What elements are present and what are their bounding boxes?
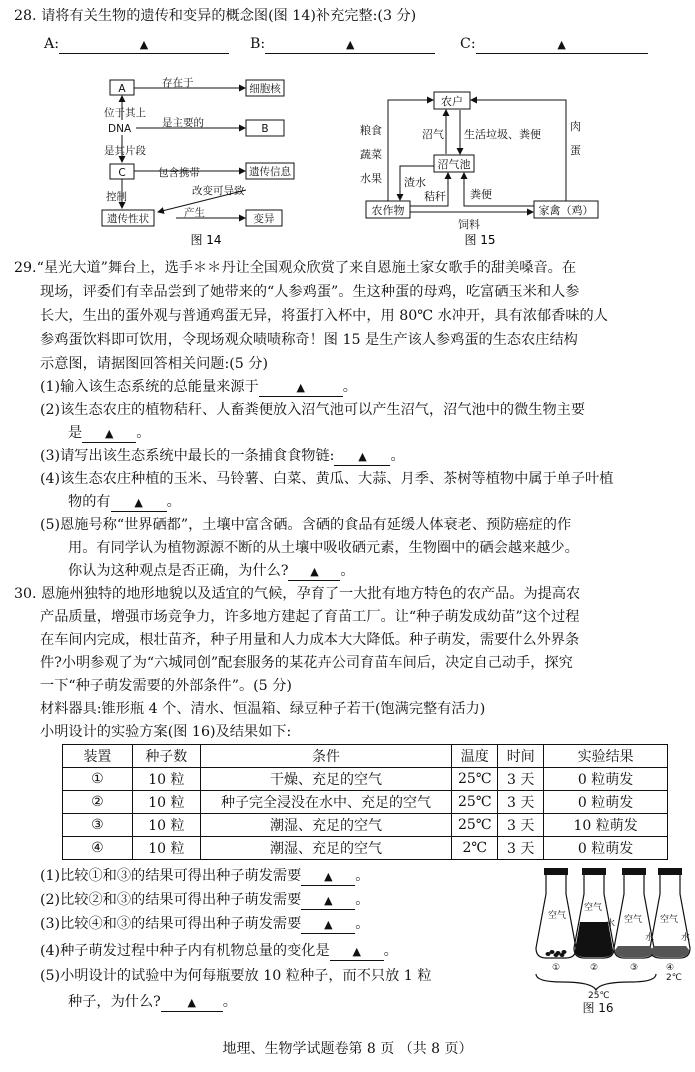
q30-sub-2: (2)比较②和③的结果可得出种子萌发需要 ▲ 。	[40, 892, 370, 908]
table-cell: 种子完全浸没在水中、充足的空气	[200, 791, 452, 814]
flask-2-water-label: 水	[606, 919, 616, 929]
q29-sub-5a: (5)恩施号称“世界硒都”，土壤中富含硒。含硒的食品有延缓人体衰老、预防癌症的作	[40, 517, 572, 533]
q30-blank-5[interactable]: ▲	[161, 994, 223, 1012]
table-cell: 10 粒	[132, 791, 200, 814]
table-header: 条件	[200, 745, 452, 768]
table-cell: 3 天	[498, 837, 544, 860]
q30-blank-2[interactable]: ▲	[301, 892, 355, 910]
flask-4-number: ④	[666, 963, 675, 973]
table-cell: ③	[63, 814, 133, 837]
label-manure: 粪便	[470, 188, 492, 201]
flask-4-air-label: 空气	[660, 915, 679, 925]
table-row	[63, 837, 668, 860]
q29-blank-5[interactable]: ▲	[288, 563, 340, 581]
table-cell: 潮湿、充足的空气	[200, 814, 452, 837]
table-cell: 0 粒萌发	[544, 768, 668, 791]
table-cell: 10 粒	[132, 814, 200, 837]
q29-sub-5c: 你认为这种观点是否正确，为什么? ▲ 。	[68, 563, 355, 579]
q29-stem-line-2: 现场，评委们有幸品尝到了她带来的“人参鸡蛋”。生这种蛋的母鸡，吃富硒玉米和人参	[40, 284, 580, 300]
flask-3-water-label: 水	[645, 933, 655, 943]
experiment-table	[62, 744, 668, 860]
flask-4-water-label: 水	[681, 933, 691, 943]
table-cell: 干燥、充足的空气	[200, 768, 452, 791]
edge-change: 改变可导致	[192, 185, 245, 197]
q29-sub-4b: 物的有 ▲ 。	[68, 494, 181, 510]
label-food2: 蔬菜	[360, 148, 382, 161]
figure-16-flasks	[532, 866, 694, 1016]
label-straw: 秸秆	[424, 190, 446, 203]
edge-is-fragment: 是其片段	[104, 145, 146, 157]
label-residue: 渣水	[404, 176, 426, 189]
q28-option-a: A: ▲	[44, 34, 229, 54]
table-cell: ②	[63, 791, 133, 814]
q30-stem-line-1: 30. 恩施州独特的地形地貌以及适宜的气候，孕育了一大批有地方特色的农产品。为提高农	[14, 586, 581, 602]
table-header: 装置	[63, 745, 133, 768]
q30-sub-3: (3)比较④和③的结果可得出种子萌发需要 ▲ 。	[40, 916, 370, 932]
node-variation: 变异	[253, 213, 275, 225]
table-cell: 3 天	[498, 768, 544, 791]
q30-sub-1: (1)比较①和③的结果可得出种子萌发需要 ▲ 。	[40, 868, 370, 884]
node-farmer: 农户	[441, 95, 463, 108]
flask-3-air-label: 空气	[624, 915, 643, 925]
flask-2-number: ②	[590, 963, 599, 973]
edge-main: 是主要的	[162, 117, 204, 129]
node-crops: 农作物	[371, 204, 405, 217]
table-cell: 3 天	[498, 814, 544, 837]
table-row	[63, 791, 668, 814]
label-food1: 粮食	[360, 124, 382, 137]
table-cell: 25℃	[452, 814, 498, 837]
q29-blank-2[interactable]: ▲	[82, 425, 136, 443]
q30-sub-5a: (5)小明设计的试验中为何每瓶要放 10 粒种子，而不只放 1 粒	[40, 968, 432, 984]
flask-1-number: ①	[552, 963, 561, 973]
q29-sub-4a: (4)该生态农庄种植的玉米、马铃薯、白菜、黄瓜、大蒜、月季、茶树等植物中属于单子叶植	[40, 471, 614, 487]
q28-blank-b[interactable]: ▲	[265, 36, 435, 54]
node-biogas: 沼气池	[437, 158, 471, 171]
q30-stem-line-4: 件?小明参观了为“六城同创”配套服务的某花卉公司育苗车间后，决定自己动手，探究	[40, 655, 573, 671]
flask-1-air-label: 空气	[548, 911, 567, 921]
q29-sub-2a: (2)该生态农庄的植物秸秆、人畜粪便放入沼气池可以产生沼气，沼气池中的微生物主要	[40, 402, 586, 418]
edge-exists-in: 存在于	[162, 77, 194, 89]
node-trait: 遗传性状	[107, 213, 149, 225]
table-header: 温度	[452, 745, 498, 768]
edge-control: 控制	[106, 191, 127, 203]
flask-3-number: ③	[630, 963, 639, 973]
label-gas: 沼气	[422, 128, 444, 141]
q30-stem-line-2: 产品质量，增强市场竞争力，许多地方建起了育苗工厂。让“种子萌发成幼苗”这个过程	[40, 609, 580, 625]
table-row	[63, 768, 668, 791]
node-poultry: 家禽（鸡）	[538, 204, 594, 217]
node-c: C	[118, 167, 126, 179]
q30-design: 小明设计的实验方案(图 16)及结果如下:	[40, 724, 292, 740]
table-cell: 25℃	[452, 791, 498, 814]
edge-located-on: 位于其上	[104, 107, 146, 119]
node-dna: DNA	[108, 123, 132, 135]
label-feed: 饲料	[458, 218, 480, 231]
table-row	[63, 814, 668, 837]
flask-2-air-label: 空气	[584, 903, 603, 913]
node-nucleus: 细胞核	[249, 83, 281, 95]
q29-blank-4[interactable]: ▲	[111, 494, 167, 512]
q29-stem-line-3: 长大，生出的蛋外观与普通鸡蛋无异，将蛋打入杯中，用 80℃ 水冲开，具有浓郁香味的人	[40, 308, 608, 324]
table-cell: ④	[63, 837, 133, 860]
q29-sub-3: (3)请写出该生态系统中最长的一条捕食食物链: ▲ 。	[40, 448, 405, 464]
table-cell: 10 粒	[132, 837, 200, 860]
q30-sub-4: (4)种子萌发过程中种子内有机物总量的变化是 ▲ 。	[40, 943, 398, 959]
edge-carries: 包含携带	[158, 167, 200, 179]
label-egg: 蛋	[570, 144, 581, 157]
group-temp: 25℃	[588, 991, 610, 1001]
label-food3: 水果	[360, 172, 382, 185]
figure-15-caption: 图 15	[464, 233, 496, 247]
q30-blank-1[interactable]: ▲	[301, 868, 355, 886]
q30-materials: 材料器具:锥形瓶 4 个、清水、恒温箱、绿豆种子若干(饱满完整有活力)	[40, 701, 486, 717]
label-meat: 肉	[570, 120, 581, 133]
q29-stem-line-1: 29.“星光大道”舞台上，选手＊＊丹让全国观众欣赏了来自恩施土家女歌手的甜美嗓音。在	[14, 260, 577, 276]
table-header: 实验结果	[544, 745, 668, 768]
table-cell: 0 粒萌发	[544, 837, 668, 860]
q29-stem-line-5: 示意图，请据图回答相关问题:(5 分)	[40, 356, 269, 372]
table-cell: ①	[63, 768, 133, 791]
figure-16-caption: 图 16	[582, 1001, 614, 1015]
q30-sub-5b: 种子，为什么? ▲ 。	[68, 994, 237, 1010]
figure-14-caption: 图 14	[190, 233, 222, 247]
node-a: A	[118, 83, 126, 95]
table-cell: 3 天	[498, 791, 544, 814]
table-header: 种子数	[132, 745, 200, 768]
q30-blank-3[interactable]: ▲	[301, 916, 355, 934]
q28-blank-a[interactable]: ▲	[59, 36, 229, 54]
edge-produce: 产生	[184, 207, 205, 219]
q30-blank-4[interactable]: ▲	[330, 943, 384, 961]
q29-sub-1: (1)输入该生态系统的总能量来源于 ▲ 。	[40, 379, 357, 395]
table-cell: 潮湿、充足的空气	[200, 837, 452, 860]
figure-14-concept-map	[96, 72, 326, 250]
label-garbage: 生活垃圾、粪便	[464, 128, 541, 141]
table-cell: 2℃	[452, 837, 498, 860]
q29-sub-5b: 用。有同学认为植物源源不断的从土壤中吸收硒元素，生物圈中的硒会越来越少。	[68, 540, 579, 556]
node-b: B	[261, 123, 269, 135]
table-header-row	[63, 745, 668, 768]
node-info: 遗传信息	[249, 166, 291, 178]
q29-blank-1[interactable]: ▲	[259, 379, 343, 397]
q30-stem-line-3: 在车间内完成，根壮苗齐，种子用量和人力成本大大降低。种子萌发，需要什么外界条	[40, 632, 580, 648]
table-header: 时间	[498, 745, 544, 768]
table-cell: 10 粒萌发	[544, 814, 668, 837]
table-cell: 10 粒	[132, 768, 200, 791]
q29-stem-line-4: 参鸡蛋饮料即可饮用，令现场观众啧啧称奇！图 15 是生产该人参鸡蛋的生态农庄结构	[40, 332, 578, 348]
q28-option-c: C: ▲	[460, 34, 648, 54]
q30-stem-line-5: 一下“种子萌发需要的外部条件”。(5 分)	[40, 678, 292, 694]
q29-sub-2b: 是 ▲ 。	[68, 425, 151, 441]
figure-15-eco-farm	[354, 82, 614, 250]
q28-option-b: B: ▲	[250, 34, 435, 54]
table-cell: 25℃	[452, 768, 498, 791]
page-footer: 地理、生物学试题卷第 8 页 （共 8 页）	[222, 1041, 473, 1057]
table-cell: 0 粒萌发	[544, 791, 668, 814]
flask-4-temp: 2℃	[666, 973, 682, 983]
q29-blank-3[interactable]: ▲	[334, 448, 390, 466]
q28-stem: 28. 请将有关生物的遗传和变异的概念图(图 14)补充完整:(3 分)	[14, 8, 417, 24]
q28-blank-c[interactable]: ▲	[476, 36, 648, 54]
